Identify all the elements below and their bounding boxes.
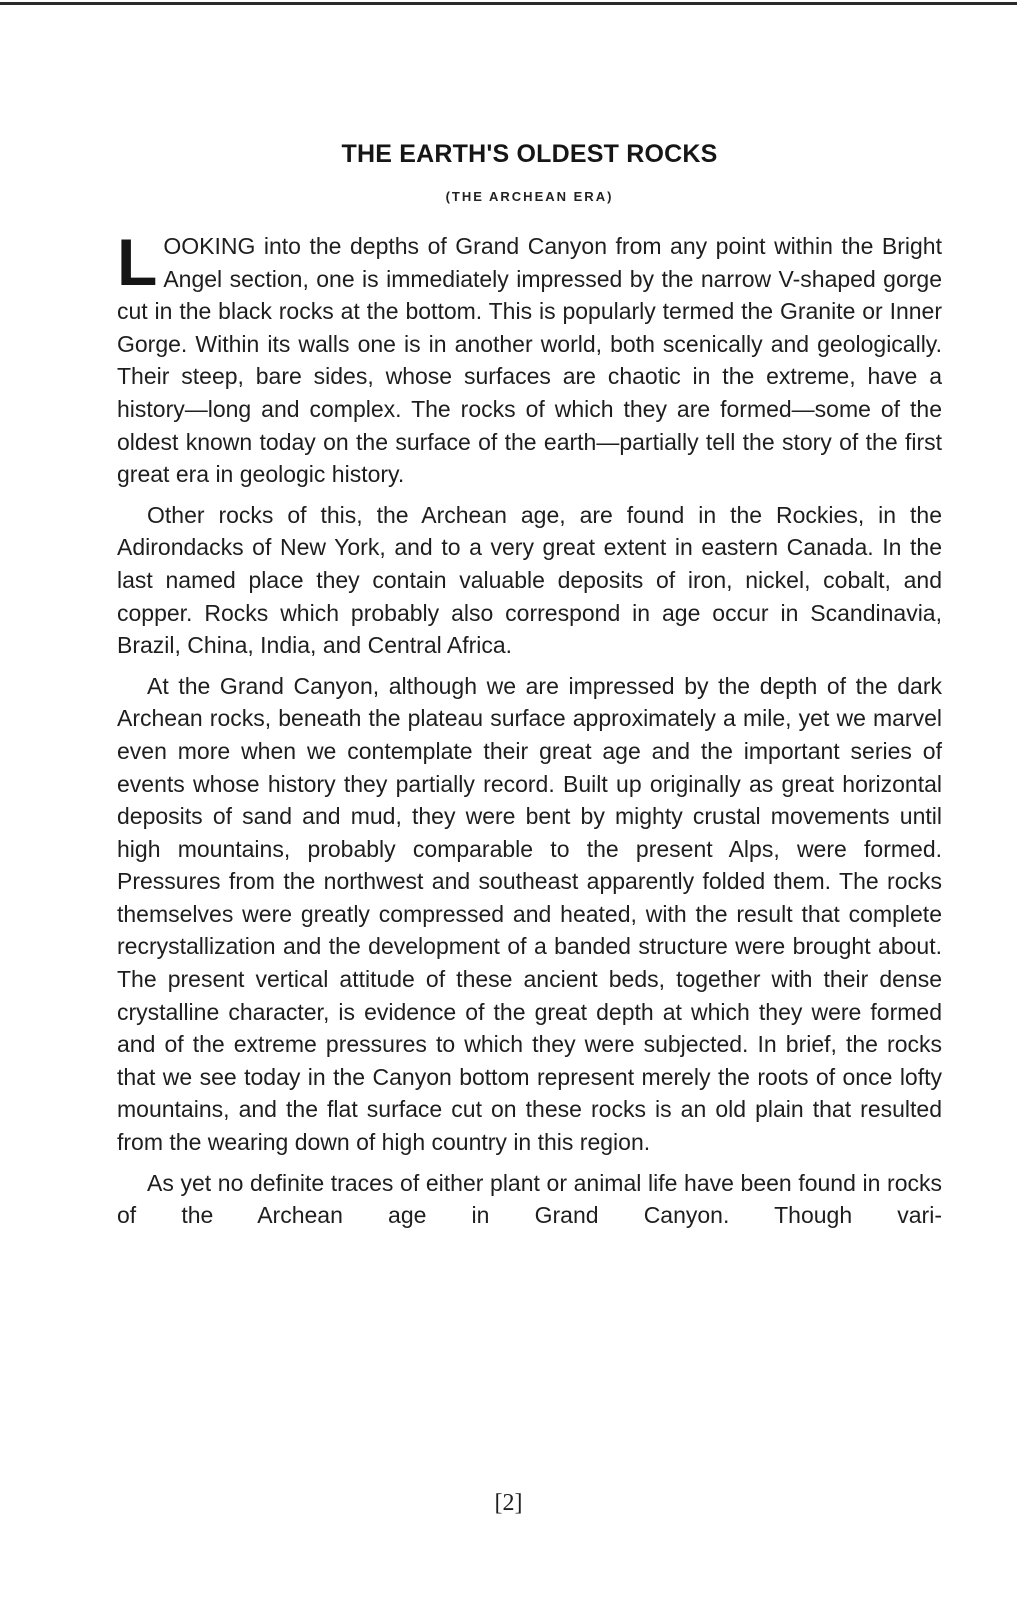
chapter-title: THE EARTH'S OLDEST ROCKS — [341, 140, 718, 168]
page-number: [2] — [494, 1490, 523, 1516]
top-border-rule — [0, 2, 1017, 5]
paragraph-3: At the Grand Canyon, although we are impressed by the depth of the dark Archean rocks, beneath the plateau surface approximately a mile, yet we marvel even more when we contemplate their great age and the important series of events whose history they partially record. Built up originally as great horizontal deposits of sand and mud, they were bent by mighty crustal movements until high mountains, probably comparable to the present Alps, were formed. Pressures from the northwest and southeast apparently folded them. The rocks themselves were greatly compressed and heated, with the result that complete recrystallization and the development of a banded structure were brought about. The present vertical attitude of these ancient beds, together with their dense crystalline character, is evidence of the great depth at which they were formed and of the extreme pressures to which they were subjected. In brief, the rocks that we see today in the Canyon bottom represent merely the roots of once lofty mountains, and the flat surface cut on these rocks is an old plain that resulted from the wearing down of high country in this region. — [117, 672, 942, 1156]
paragraph-1-text: OOKING into the depths of Grand Canyon from any point within the Bright Angel section, one is immediately impressed by the narrow V-shaped gorge cut in the black rocks at the bottom. This is popularly termed the Granite or Inner Gorge. Within its walls one is in another world, both scenically and geologically. Their steep, bare sides, whose surfaces are chaotic in the extreme, have a history—long and complex. The rocks of which they are formed—some of the oldest known today on the surface of the earth—partially tell the story of the first great era in geologic history. — [117, 233, 942, 488]
drop-cap-letter: L — [117, 225, 158, 299]
paragraph-2: Other rocks of this, the Archean age, are found in the Rockies, in the Adirondacks of New York, and to a very great extent in eastern Canada. In the last named place they contain valuable deposits of iron, nickel, cobalt, and copper. Rocks which probably also correspond in age occur in Scandinavia, Brazil, China, India, and Central Africa. — [117, 501, 942, 659]
chapter-subtitle: (THE ARCHEAN ERA) — [445, 189, 614, 204]
paragraph-4: As yet no definite traces of either plant or animal life have been found in rocks of the Archean age in Grand Canyon. Though vari- — [117, 1169, 942, 1229]
page-body — [117, 140, 942, 1240]
paragraph-1 — [117, 225, 942, 491]
